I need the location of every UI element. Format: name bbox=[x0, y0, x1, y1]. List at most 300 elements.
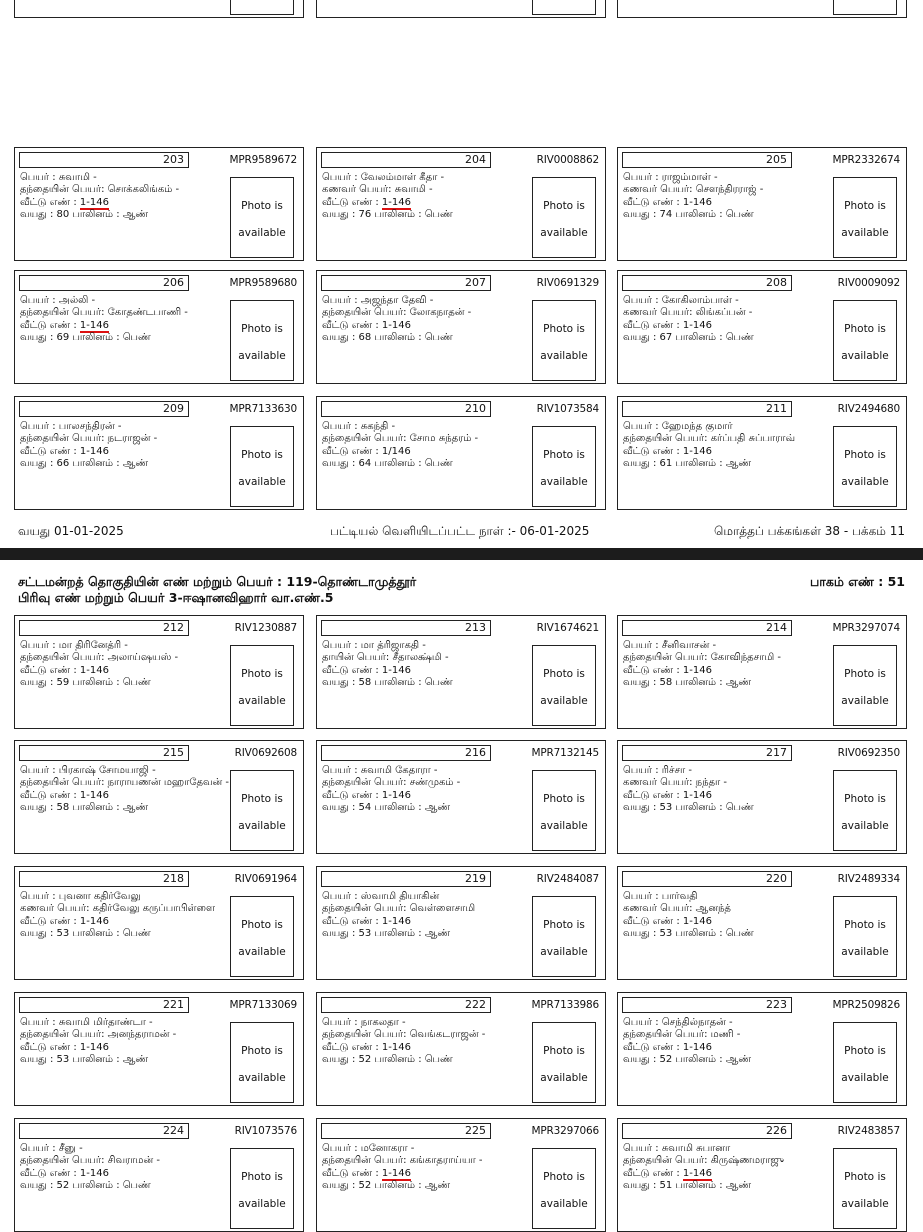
age-gender: வயது : 69 பாலினம் : பெண் bbox=[20, 332, 151, 344]
photo-box bbox=[532, 770, 596, 851]
house-number-value: 1-146 bbox=[381, 319, 411, 331]
photo-text-line2: available bbox=[841, 1198, 889, 1210]
serial-number: 205 bbox=[622, 152, 792, 168]
age-gender: வயது : 52 பாலினம் : ஆண் bbox=[322, 1180, 451, 1192]
photo-text-line1: Photo is bbox=[543, 668, 585, 680]
part-number: பாகம் எண் : 51 bbox=[810, 574, 905, 589]
house-number: வீட்டு எண் : 1-146 bbox=[20, 664, 109, 676]
voter-details bbox=[20, 765, 232, 815]
serial-number: 217 bbox=[622, 745, 792, 761]
age-gender: வயது : 66 பாலினம் : ஆண் bbox=[20, 458, 149, 470]
epic-number: RIV2494680 bbox=[837, 403, 900, 415]
voter-card bbox=[14, 866, 304, 980]
epic-number: MPR9589680 bbox=[229, 277, 297, 289]
epic-number: RIV1073576 bbox=[234, 1125, 297, 1137]
voter-name: பெயர் : சீனிவாசன் - bbox=[623, 640, 717, 651]
age-gender: வயது : 52 பாலினம் : பெண் bbox=[322, 1054, 453, 1066]
house-number: வீட்டு எண் : 1-146 bbox=[20, 319, 109, 331]
house-number-value: 1-146 bbox=[682, 915, 712, 927]
relation-name: தந்தையின் பெயர்: லோகநாதன் - bbox=[322, 307, 472, 319]
photo-text-line1: Photo is bbox=[241, 919, 283, 931]
house-number-value: 1-146 bbox=[79, 1041, 109, 1053]
relation-name: தந்தையின் பெயர்: நாராயணன் மஹாதேவன் - bbox=[20, 777, 230, 789]
voter-name: பெயர் : புவனா கதிர்வேலு bbox=[20, 891, 141, 902]
epic-number: RIV0009092 bbox=[837, 277, 900, 289]
voter-details bbox=[322, 1017, 534, 1067]
photo-box bbox=[230, 770, 294, 851]
constituency-heading: சட்டமன்றத் தொகுதியின் எண் மற்றும் பெயர் : 119-தொண்டாமுத்தூர் bbox=[18, 574, 417, 589]
voter-card bbox=[14, 740, 304, 854]
photo-text-line1: Photo is bbox=[844, 668, 886, 680]
photo-text-line2: available bbox=[238, 695, 286, 707]
serial-number: 207 bbox=[321, 275, 491, 291]
epic-number: RIV1674621 bbox=[536, 622, 599, 634]
serial-number: 212 bbox=[19, 620, 189, 636]
house-number-value: 1-146 bbox=[381, 789, 411, 801]
voter-name: பெயர் : அல்லி - bbox=[20, 295, 96, 306]
photo-text-line2: available bbox=[841, 350, 889, 362]
voter-name: பெயர் : மா திரினேத்ரி - bbox=[20, 640, 128, 651]
voter-details bbox=[20, 891, 232, 941]
house-number: வீட்டு எண் : 1-146 bbox=[20, 196, 109, 208]
photo-text-line1: Photo is bbox=[241, 449, 283, 461]
age-gender: வயது : 52 பாலினம் : ஆண் bbox=[623, 1054, 752, 1066]
voter-card bbox=[316, 740, 606, 854]
relation-name: தந்தையின் பெயர்: கிருஷ்ணமராஜு bbox=[623, 1155, 784, 1167]
voter-name: பெயர் : பார்வதி bbox=[623, 891, 698, 902]
age-gender: வயது : 67 பாலினம் : பெண் bbox=[623, 332, 754, 344]
voter-details bbox=[623, 640, 835, 690]
voter-card bbox=[316, 270, 606, 384]
relation-name: தந்தையின் பெயர்: சொக்கலிங்கம் - bbox=[20, 184, 180, 196]
voter-name: பெயர் : சுவாமி மிர்தாண்டா - bbox=[20, 1017, 153, 1028]
voter-name: பெயர் : அஜந்தா தேவி - bbox=[322, 295, 434, 306]
voter-details bbox=[623, 765, 835, 815]
serial-number: 222 bbox=[321, 997, 491, 1013]
age-gender: வயது : 68 பாலினம் : பெண் bbox=[322, 332, 453, 344]
electoral-roll-page-11 bbox=[0, 0, 923, 548]
photo-box bbox=[532, 1148, 596, 1229]
age-gender: வயது : 76 பாலினம் : பெண் bbox=[322, 209, 453, 221]
epic-number: MPR7132145 bbox=[531, 747, 599, 759]
age-gender: வயது : 80 பாலினம் : ஆண் bbox=[20, 209, 149, 221]
age-gender: வயது : 53 பாலினம் : பெண் bbox=[20, 928, 151, 940]
photo-text-line1: Photo is bbox=[241, 668, 283, 680]
relation-name: கணவர் பெயர்: சுவாமி - bbox=[322, 184, 433, 196]
photo-text-line1: Photo is bbox=[844, 323, 886, 335]
voter-name: பெயர் : சுவாமி சுபானா bbox=[623, 1143, 731, 1154]
photo-box bbox=[532, 896, 596, 977]
age-gender: வயது : 53 பாலினம் : பெண் bbox=[623, 928, 754, 940]
photo-text-line1: Photo is bbox=[241, 1045, 283, 1057]
house-number: வீட்டு எண் : 1-146 bbox=[623, 1041, 712, 1053]
relation-name: கணவர் பெயர்: நந்தா - bbox=[623, 777, 728, 789]
voter-card bbox=[617, 615, 907, 729]
voter-details bbox=[322, 172, 534, 222]
relation-name: தந்தையின் பெயர்: அனந்தராமன் - bbox=[20, 1029, 177, 1041]
age-gender: வயது : 51 பாலினம் : ஆண் bbox=[623, 1180, 752, 1192]
photo-box bbox=[230, 896, 294, 977]
photo-text-line2: available bbox=[540, 1198, 588, 1210]
photo-text-line2: available bbox=[540, 946, 588, 958]
epic-number: RIV0692608 bbox=[234, 747, 297, 759]
photo-text-line2: available bbox=[841, 227, 889, 239]
voter-card bbox=[316, 1118, 606, 1232]
serial-number: 216 bbox=[321, 745, 491, 761]
voter-name: பெயர் : சுவாமி - bbox=[20, 172, 97, 183]
house-number: வீட்டு எண் : 1-146 bbox=[322, 915, 411, 927]
photo-box bbox=[833, 1148, 897, 1229]
voter-name: பெயர் : நாகலதா - bbox=[322, 1017, 406, 1028]
relation-name: தந்தையின் பெயர்: வெள்ளைசாமி bbox=[322, 903, 476, 915]
photo-text-line1: Photo is bbox=[241, 1171, 283, 1183]
voter-card bbox=[316, 396, 606, 510]
voter-details bbox=[322, 1143, 534, 1193]
house-number-value: 1-146 bbox=[682, 789, 712, 801]
serial-number: 214 bbox=[622, 620, 792, 636]
voter-name: பெயர் : சுவாமி கேதாரா - bbox=[322, 765, 438, 776]
relation-name: தந்தையின் பெயர்: கோவிந்தசாமி - bbox=[623, 652, 782, 664]
age-reference-date: வயது 01-01-2025 bbox=[18, 524, 124, 538]
photo-box bbox=[230, 1022, 294, 1103]
age-gender: வயது : 52 பாலினம் : பெண் bbox=[20, 1180, 151, 1192]
house-number-value: 1-146 bbox=[682, 445, 712, 457]
voter-name: பெயர் : ஹேமந்த குமார் bbox=[623, 421, 733, 432]
serial-number: 215 bbox=[19, 745, 189, 761]
house-number-value: 1-146 bbox=[79, 445, 109, 457]
photo-text-line1: Photo is bbox=[543, 1045, 585, 1057]
house-number: வீட்டு எண் : 1-146 bbox=[20, 445, 109, 457]
photo-text-line1: Photo is bbox=[543, 200, 585, 212]
serial-number: 223 bbox=[622, 997, 792, 1013]
house-number: வீட்டு எண் : 1-146 bbox=[623, 319, 712, 331]
photo-box bbox=[833, 645, 897, 726]
house-number: வீட்டு எண் : 1/146 bbox=[322, 445, 411, 457]
age-gender: வயது : 58 பாலினம் : பெண் bbox=[322, 677, 453, 689]
house-number-value: 1-146 bbox=[381, 1167, 411, 1179]
photo-box bbox=[532, 300, 596, 381]
age-gender: வயது : 58 பாலினம் : ஆண் bbox=[623, 677, 752, 689]
photo-text-line2: available bbox=[841, 695, 889, 707]
photo-text-line1: Photo is bbox=[844, 919, 886, 931]
house-number: வீட்டு எண் : 1-146 bbox=[20, 1041, 109, 1053]
voter-card bbox=[14, 396, 304, 510]
epic-number: RIV1073584 bbox=[536, 403, 599, 415]
house-number: வீட்டு எண் : 1-146 bbox=[623, 664, 712, 676]
voter-details bbox=[322, 891, 534, 941]
epic-number: MPR7133069 bbox=[229, 999, 297, 1011]
voter-details bbox=[623, 295, 835, 345]
age-gender: வயது : 61 பாலினம் : ஆண் bbox=[623, 458, 752, 470]
house-number: வீட்டு எண் : 1-146 bbox=[322, 1041, 411, 1053]
age-gender: வயது : 53 பாலினம் : பெண் bbox=[623, 802, 754, 814]
voter-name: பெயர் : சீனு - bbox=[20, 1143, 83, 1154]
voter-card bbox=[617, 992, 907, 1106]
voter-name: பெயர் : கோகிலாம்பாள் - bbox=[623, 295, 739, 306]
relation-name: கணவர் பெயர்: லிங்கப்பன் - bbox=[623, 307, 753, 319]
voter-card bbox=[14, 147, 304, 261]
relation-name: கணவர் பெயர்: கதிர்வேலு கருப்பாபிள்ளை bbox=[20, 903, 216, 915]
house-number-value: 1-146 bbox=[381, 196, 411, 208]
page-divider bbox=[0, 548, 923, 560]
photo-text-line2: available bbox=[540, 695, 588, 707]
voter-details bbox=[20, 172, 232, 222]
voter-details bbox=[322, 765, 534, 815]
house-number-value: 1-146 bbox=[79, 915, 109, 927]
house-number-value: 1-146 bbox=[682, 196, 712, 208]
photo-text-line1: Photo is bbox=[241, 793, 283, 805]
epic-number: MPR3297074 bbox=[832, 622, 900, 634]
photo-text-line2: available bbox=[238, 227, 286, 239]
house-number: வீட்டு எண் : 1-146 bbox=[322, 319, 411, 331]
house-number-value: 1-146 bbox=[79, 664, 109, 676]
photo-box bbox=[230, 177, 294, 258]
voter-details bbox=[322, 421, 534, 471]
voter-name: பெயர் : ரிச்சா - bbox=[623, 765, 693, 776]
voter-name: பெயர் : பிரகாஷ் சோமயாஜி - bbox=[20, 765, 156, 776]
voter-card bbox=[617, 740, 907, 854]
voter-card bbox=[316, 866, 606, 980]
age-gender: வயது : 64 பாலினம் : பெண் bbox=[322, 458, 453, 470]
photo-text-line1: Photo is bbox=[543, 1171, 585, 1183]
serial-number: 225 bbox=[321, 1123, 491, 1139]
house-number: வீட்டு எண் : 1-146 bbox=[623, 915, 712, 927]
photo-text-line2: available bbox=[238, 1198, 286, 1210]
epic-number: RIV0692350 bbox=[837, 747, 900, 759]
voter-name: பெயர் : சுகந்தி - bbox=[322, 421, 396, 432]
voter-details bbox=[20, 421, 232, 471]
house-number-value: 1-146 bbox=[682, 1167, 712, 1179]
epic-number: RIV0691329 bbox=[536, 277, 599, 289]
photo-text-line2: available bbox=[540, 476, 588, 488]
photo-box bbox=[230, 300, 294, 381]
epic-number: MPR9589672 bbox=[229, 154, 297, 166]
photo-box bbox=[532, 645, 596, 726]
voter-name: பெயர் : மனோகரா - bbox=[322, 1143, 415, 1154]
house-number: வீட்டு எண் : 1-146 bbox=[20, 915, 109, 927]
voter-card bbox=[617, 147, 907, 261]
house-number-value: 1-146 bbox=[682, 664, 712, 676]
house-number: வீட்டு எண் : 1-146 bbox=[20, 1167, 109, 1179]
voter-details bbox=[623, 421, 835, 471]
page-count: மொத்தப் பக்கங்கள் 38 - பக்கம் 11 bbox=[713, 524, 905, 538]
photo-text-line2: available bbox=[540, 227, 588, 239]
voter-card bbox=[617, 0, 907, 18]
serial-number: 203 bbox=[19, 152, 189, 168]
voter-name: பெயர் : ஸ்வாமி தியாகின் bbox=[322, 891, 440, 902]
voter-card bbox=[316, 992, 606, 1106]
voter-name: பெயர் : ராஜம்மாள் - bbox=[623, 172, 718, 183]
relation-name: கணவர் பெயர்: சௌந்திரராஜ் - bbox=[623, 184, 764, 196]
photo-text-line2: available bbox=[841, 476, 889, 488]
epic-number: RIV0691964 bbox=[234, 873, 297, 885]
epic-number: RIV2483857 bbox=[837, 1125, 900, 1137]
photo-text-line1: Photo is bbox=[543, 449, 585, 461]
relation-name: தாயின் பெயர்: சீதாலக்ஷ்மி - bbox=[322, 652, 449, 664]
serial-number: 224 bbox=[19, 1123, 189, 1139]
voter-details bbox=[20, 640, 232, 690]
house-number-value: 1-146 bbox=[79, 319, 109, 331]
voter-card bbox=[316, 147, 606, 261]
photo-box bbox=[230, 1148, 294, 1229]
voter-card bbox=[617, 866, 907, 980]
photo-text-line1: Photo is bbox=[241, 200, 283, 212]
voter-details bbox=[623, 1017, 835, 1067]
voter-card bbox=[316, 0, 606, 18]
relation-name: தந்தையின் பெயர்: சோம சுந்தரம் - bbox=[322, 433, 479, 445]
photo-box bbox=[833, 896, 897, 977]
voter-details bbox=[20, 1017, 232, 1067]
photo-text-line2: available bbox=[238, 1072, 286, 1084]
voter-details bbox=[322, 640, 534, 690]
epic-number: RIV2484087 bbox=[536, 873, 599, 885]
photo-box bbox=[833, 300, 897, 381]
house-number-value: 1-146 bbox=[682, 1041, 712, 1053]
voter-name: பெயர் : செந்தில்நாதன் - bbox=[623, 1017, 733, 1028]
serial-number: 208 bbox=[622, 275, 792, 291]
age-gender: வயது : 59 பாலினம் : பெண் bbox=[20, 677, 151, 689]
house-number: வீட்டு எண் : 1-146 bbox=[322, 789, 411, 801]
relation-name: தந்தையின் பெயர்: கங்காதராய்யா - bbox=[322, 1155, 483, 1167]
serial-number: 219 bbox=[321, 871, 491, 887]
serial-number: 221 bbox=[19, 997, 189, 1013]
photo-box bbox=[833, 0, 897, 15]
voter-details bbox=[623, 172, 835, 222]
photo-box bbox=[833, 1022, 897, 1103]
photo-box bbox=[833, 426, 897, 507]
age-gender: வயது : 53 பாலினம் : ஆண் bbox=[20, 1054, 149, 1066]
serial-number: 213 bbox=[321, 620, 491, 636]
photo-text-line2: available bbox=[540, 820, 588, 832]
relation-name: தந்தையின் பெயர்: சிவராமன் - bbox=[20, 1155, 160, 1167]
house-number: வீட்டு எண் : 1-146 bbox=[322, 1167, 411, 1179]
epic-number: RIV2489334 bbox=[837, 873, 900, 885]
serial-number: 210 bbox=[321, 401, 491, 417]
voter-name: பெயர் : பாலசந்திரன் - bbox=[20, 421, 122, 432]
publication-date: பட்டியல் வெளியிடப்பட்ட நாள் :- 06-01-2025 bbox=[330, 524, 590, 538]
voter-details bbox=[322, 295, 534, 345]
voter-details bbox=[20, 1143, 232, 1193]
serial-number: 220 bbox=[622, 871, 792, 887]
house-number: வீட்டு எண் : 1-146 bbox=[623, 1167, 712, 1179]
house-number-value: 1-146 bbox=[682, 319, 712, 331]
house-number: வீட்டு எண் : 1-146 bbox=[20, 789, 109, 801]
photo-box bbox=[532, 0, 596, 15]
photo-box bbox=[833, 770, 897, 851]
serial-number: 206 bbox=[19, 275, 189, 291]
house-number-value: 1/146 bbox=[381, 445, 411, 457]
photo-text-line2: available bbox=[540, 1072, 588, 1084]
serial-number: 218 bbox=[19, 871, 189, 887]
electoral-roll-page-12 bbox=[0, 560, 923, 1210]
relation-name: தந்தையின் பெயர்: சண்முகம் - bbox=[322, 777, 461, 789]
voter-card bbox=[14, 0, 304, 18]
photo-box bbox=[230, 426, 294, 507]
voter-details bbox=[623, 891, 835, 941]
house-number: வீட்டு எண் : 1-146 bbox=[322, 196, 411, 208]
voter-card bbox=[14, 992, 304, 1106]
relation-name: தந்தையின் பெயர்: கர்ப்பதி சுப்பாராவ் bbox=[623, 433, 796, 445]
epic-number: MPR2332674 bbox=[832, 154, 900, 166]
photo-text-line1: Photo is bbox=[543, 793, 585, 805]
photo-box bbox=[532, 177, 596, 258]
house-number-value: 1-146 bbox=[381, 1041, 411, 1053]
house-number-value: 1-146 bbox=[79, 196, 109, 208]
section-heading: பிரிவு எண் மற்றும் பெயர் 3-ஈஷானவிஹார் வா.எண்.5 bbox=[18, 590, 334, 605]
house-number-value: 1-146 bbox=[79, 1167, 109, 1179]
photo-box bbox=[833, 177, 897, 258]
epic-number: RIV0008862 bbox=[536, 154, 599, 166]
relation-name: தந்தையின் பெயர்: நடராஜன் - bbox=[20, 433, 158, 445]
voter-card bbox=[617, 396, 907, 510]
house-number-value: 1-146 bbox=[79, 789, 109, 801]
house-number-value: 1-146 bbox=[381, 915, 411, 927]
photo-box bbox=[230, 645, 294, 726]
photo-text-line2: available bbox=[238, 476, 286, 488]
voter-card bbox=[617, 1118, 907, 1232]
epic-number: MPR3297066 bbox=[531, 1125, 599, 1137]
epic-number: RIV1230887 bbox=[234, 622, 297, 634]
relation-name: கணவர் பெயர்: ஆனந்த் bbox=[623, 903, 731, 915]
age-gender: வயது : 58 பாலினம் : ஆண் bbox=[20, 802, 149, 814]
relation-name: தந்தையின் பெயர்: வெங்கடராஜன் - bbox=[322, 1029, 486, 1041]
age-gender: வயது : 53 பாலினம் : ஆண் bbox=[322, 928, 451, 940]
serial-number: 204 bbox=[321, 152, 491, 168]
voter-card bbox=[14, 615, 304, 729]
house-number: வீட்டு எண் : 1-146 bbox=[322, 664, 411, 676]
house-number: வீட்டு எண் : 1-146 bbox=[623, 789, 712, 801]
relation-name: தந்தையின் பெயர்: அலாய்ஷயஸ் - bbox=[20, 652, 179, 664]
photo-text-line1: Photo is bbox=[241, 323, 283, 335]
voter-name: பெயர் : மா த்ரிஜாகதி - bbox=[322, 640, 426, 651]
house-number: வீட்டு எண் : 1-146 bbox=[623, 445, 712, 457]
photo-text-line2: available bbox=[841, 1072, 889, 1084]
house-number: வீட்டு எண் : 1-146 bbox=[623, 196, 712, 208]
photo-text-line1: Photo is bbox=[543, 919, 585, 931]
photo-text-line1: Photo is bbox=[844, 449, 886, 461]
voter-card bbox=[14, 270, 304, 384]
photo-text-line2: available bbox=[841, 946, 889, 958]
epic-number: MPR2509826 bbox=[832, 999, 900, 1011]
photo-text-line1: Photo is bbox=[844, 1045, 886, 1057]
epic-number: MPR7133986 bbox=[531, 999, 599, 1011]
voter-card bbox=[617, 270, 907, 384]
voter-name: பெயர் : வேலம்மாள் கீதா - bbox=[322, 172, 445, 183]
photo-text-line1: Photo is bbox=[844, 1171, 886, 1183]
epic-number: MPR7133630 bbox=[229, 403, 297, 415]
serial-number: 211 bbox=[622, 401, 792, 417]
voter-card bbox=[14, 1118, 304, 1232]
photo-text-line2: available bbox=[238, 820, 286, 832]
photo-text-line1: Photo is bbox=[844, 200, 886, 212]
photo-text-line1: Photo is bbox=[543, 323, 585, 335]
photo-box bbox=[532, 426, 596, 507]
photo-text-line2: available bbox=[238, 350, 286, 362]
age-gender: வயது : 54 பாலினம் : ஆண் bbox=[322, 802, 451, 814]
photo-text-line2: available bbox=[238, 946, 286, 958]
photo-box bbox=[532, 1022, 596, 1103]
voter-card bbox=[316, 615, 606, 729]
relation-name: தந்தையின் பெயர்: மணி - bbox=[623, 1029, 741, 1041]
photo-text-line2: available bbox=[540, 350, 588, 362]
voter-details bbox=[20, 295, 232, 345]
photo-text-line2: available bbox=[841, 820, 889, 832]
photo-text-line1: Photo is bbox=[844, 793, 886, 805]
relation-name: தந்தையின் பெயர்: கோதண்டபாணி - bbox=[20, 307, 188, 319]
age-gender: வயது : 74 பாலினம் : பெண் bbox=[623, 209, 754, 221]
voter-details bbox=[623, 1143, 835, 1193]
house-number-value: 1-146 bbox=[381, 664, 411, 676]
